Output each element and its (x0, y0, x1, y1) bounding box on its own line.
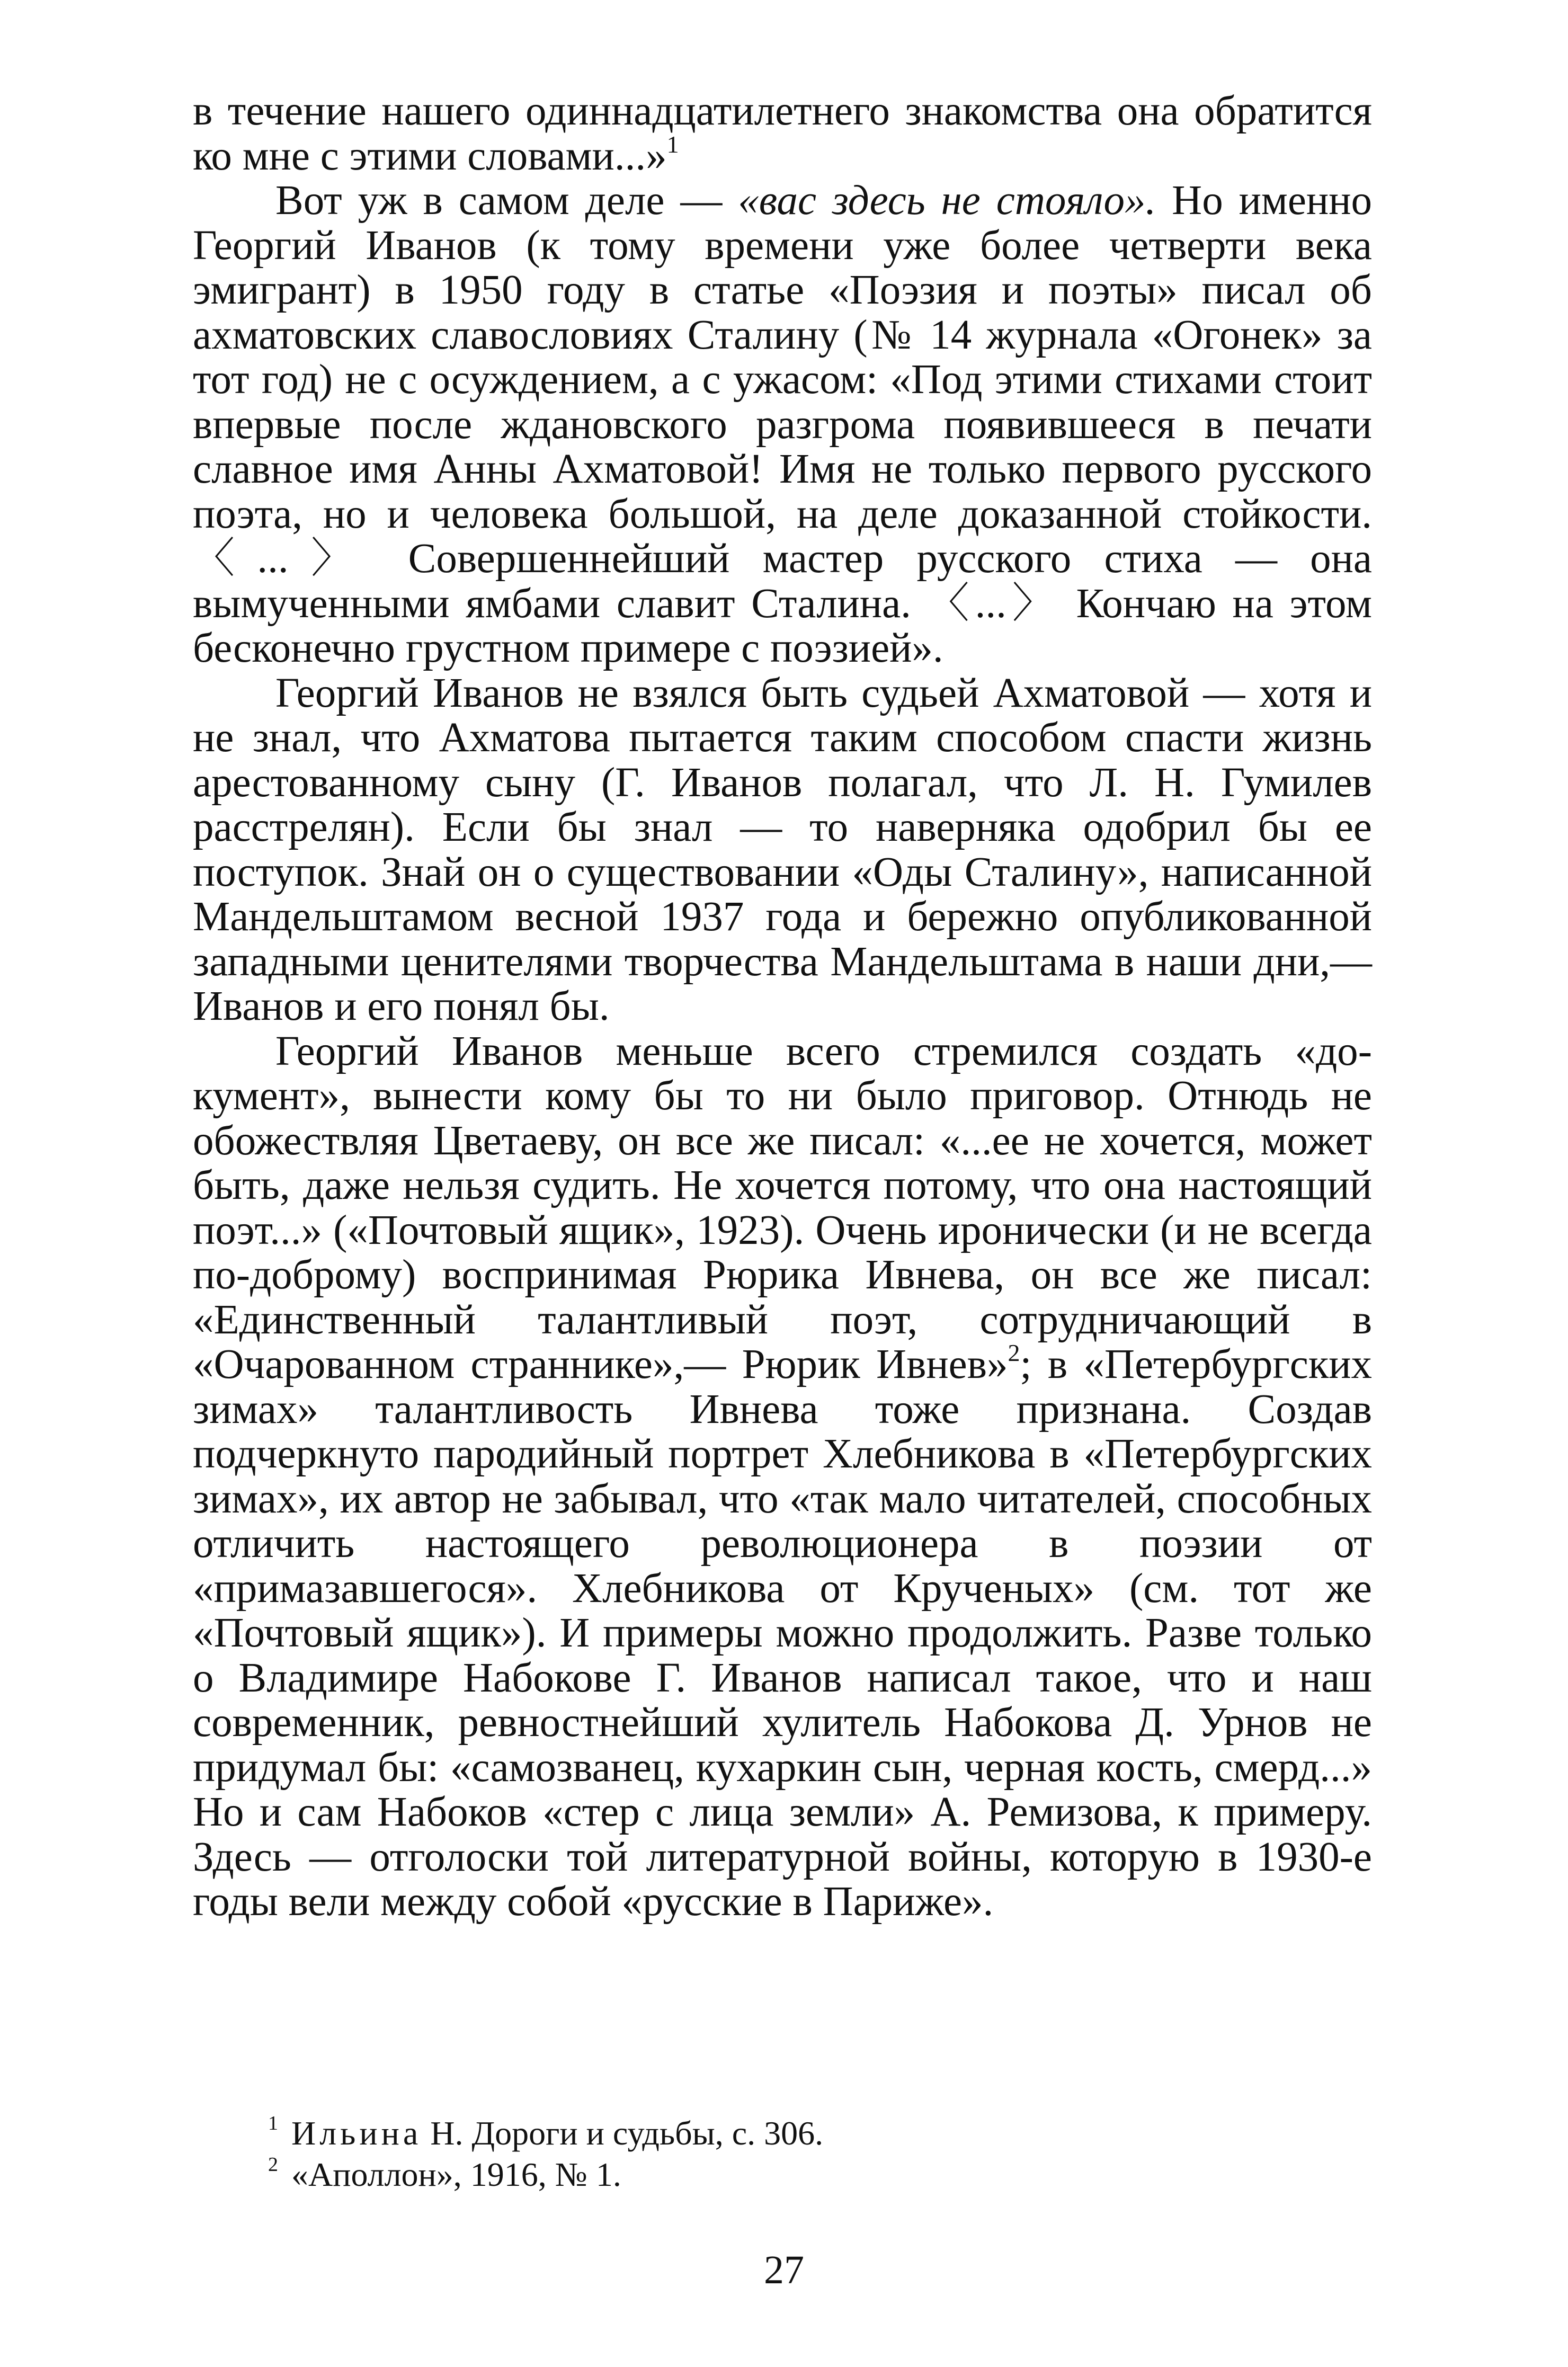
paragraph-2 (193, 179, 1372, 671)
paragraph-2-quote: «вас здесь не стояло». (738, 177, 1156, 224)
footnote-1-text: Н. Дороги и судьбы, с. 306. (422, 2114, 824, 2152)
footnote-ref-1[interactable]: 1 (666, 130, 679, 158)
paragraph-2-lead: Вот уж в самом деле — (275, 177, 738, 224)
footnote-1: 1 Ильина Н. Дороги и судьбы, с. 306. (268, 2112, 824, 2152)
paragraph-4 (193, 1029, 1372, 1925)
main-text (193, 89, 1372, 1925)
footnote-2-text: «Аполлон», 1916, № 1. (291, 2156, 621, 2193)
footnote-2: 2 «Аполлон», 1916, № 1. (268, 2154, 621, 2193)
paragraph-3: Георгий Иванов не взялся быть судьей Ахматовой — хотя и не знал, что Ахматова пытается таким способом спасти жизнь арестованному сыну (Г. Иванов полагал, что Л. Н. Гумилев расстрелян). Если бы знал — то наверняка одобрил бы ее поступок. Знай он о существовании «Оды Сталину», написанной Мандельштамом весной 1937 года и бережно опубликованной западными ценителями творчества Мандельштама в наши дни,— Иванов и его понял бы. (193, 670, 1372, 1029)
footnote-ref-2[interactable]: 2 (1008, 1339, 1020, 1366)
footnote-1-author: Ильина (291, 2114, 422, 2152)
paragraph-2-rest: Но именно Георгий Иванов (к тому времени уже более четверти века эмигрант) в 1950 году в статье «Поэзия и поэты» писал об ахматовских славословиях Сталину (№ 14 журнала «Огонек» за тот год) не с осуждением, а с ужасом: «Под этими стихами стоит впервые после ждановского разгрома появившееся в печати славное имя Анны Ахматовой! Имя не только первого русского поэта, но и человека большой, на деле доказанной стойкости. 〈...〉 Совершеннейший мастер русского стиха — она вымученными ямбами славит Сталина. 〈...〉 Кончаю на этом бесконечно грустном примере с поэзией». (193, 177, 1372, 671)
paragraph-4-text-after: ; в «Петербургских зимах» талантливость Ивнева тоже признана. Создав подчеркнуто пародийный портрет Хлебникова в «Петербургских зимах», их автор не забывал, что «так мало читателей, способных отличить настоящего революционера в поэзии от «примазавшегося». Хлебникова от Крученых» (см. тот же «Почтовый ящик»). И примеры можно продолжить. Разве только о Владимире Набокове Г. Иванов написал такое, что и наш современник, ревностнейший хулитель Набокова Д. Урнов не придумал бы: «самозванец, кухаркин сын, черная кость, смерд...» Но и сам Набоков «стер с лица земли» А. Ремизова, к примеру. Здесь — отголоски той литературной войны, которую в 1930-е годы вели между собой «русские в Париже». (193, 1341, 1373, 1925)
paragraph-4-text-before: Георгий Иванов меньше всего стремился создать «документ», вынести кому бы то ни было приговор. Отнюдь не обожествляя Цветаеву, он все же писал: «...ее не хочется, может быть, даже нельзя судить. Не хочется потому, что она настоящий поэт...» («Почтовый ящик», 1923). Очень иронически (и не всегда по-доброму) воспринимая Рюрика Ивнева, он все же писал: «Единственный талантливый поэт, сотрудничающий в «Очарованном страннике»,— Рюрик Ивнев» (193, 1028, 1372, 1387)
footnotes (268, 2113, 1349, 2195)
paragraph-1-text: в течение нашего одиннадцатилетнего знакомства она обратится ко мне с этими словами...» (193, 88, 1372, 179)
paragraph-1 (193, 89, 1372, 179)
page-number: 27 (764, 2248, 804, 2292)
